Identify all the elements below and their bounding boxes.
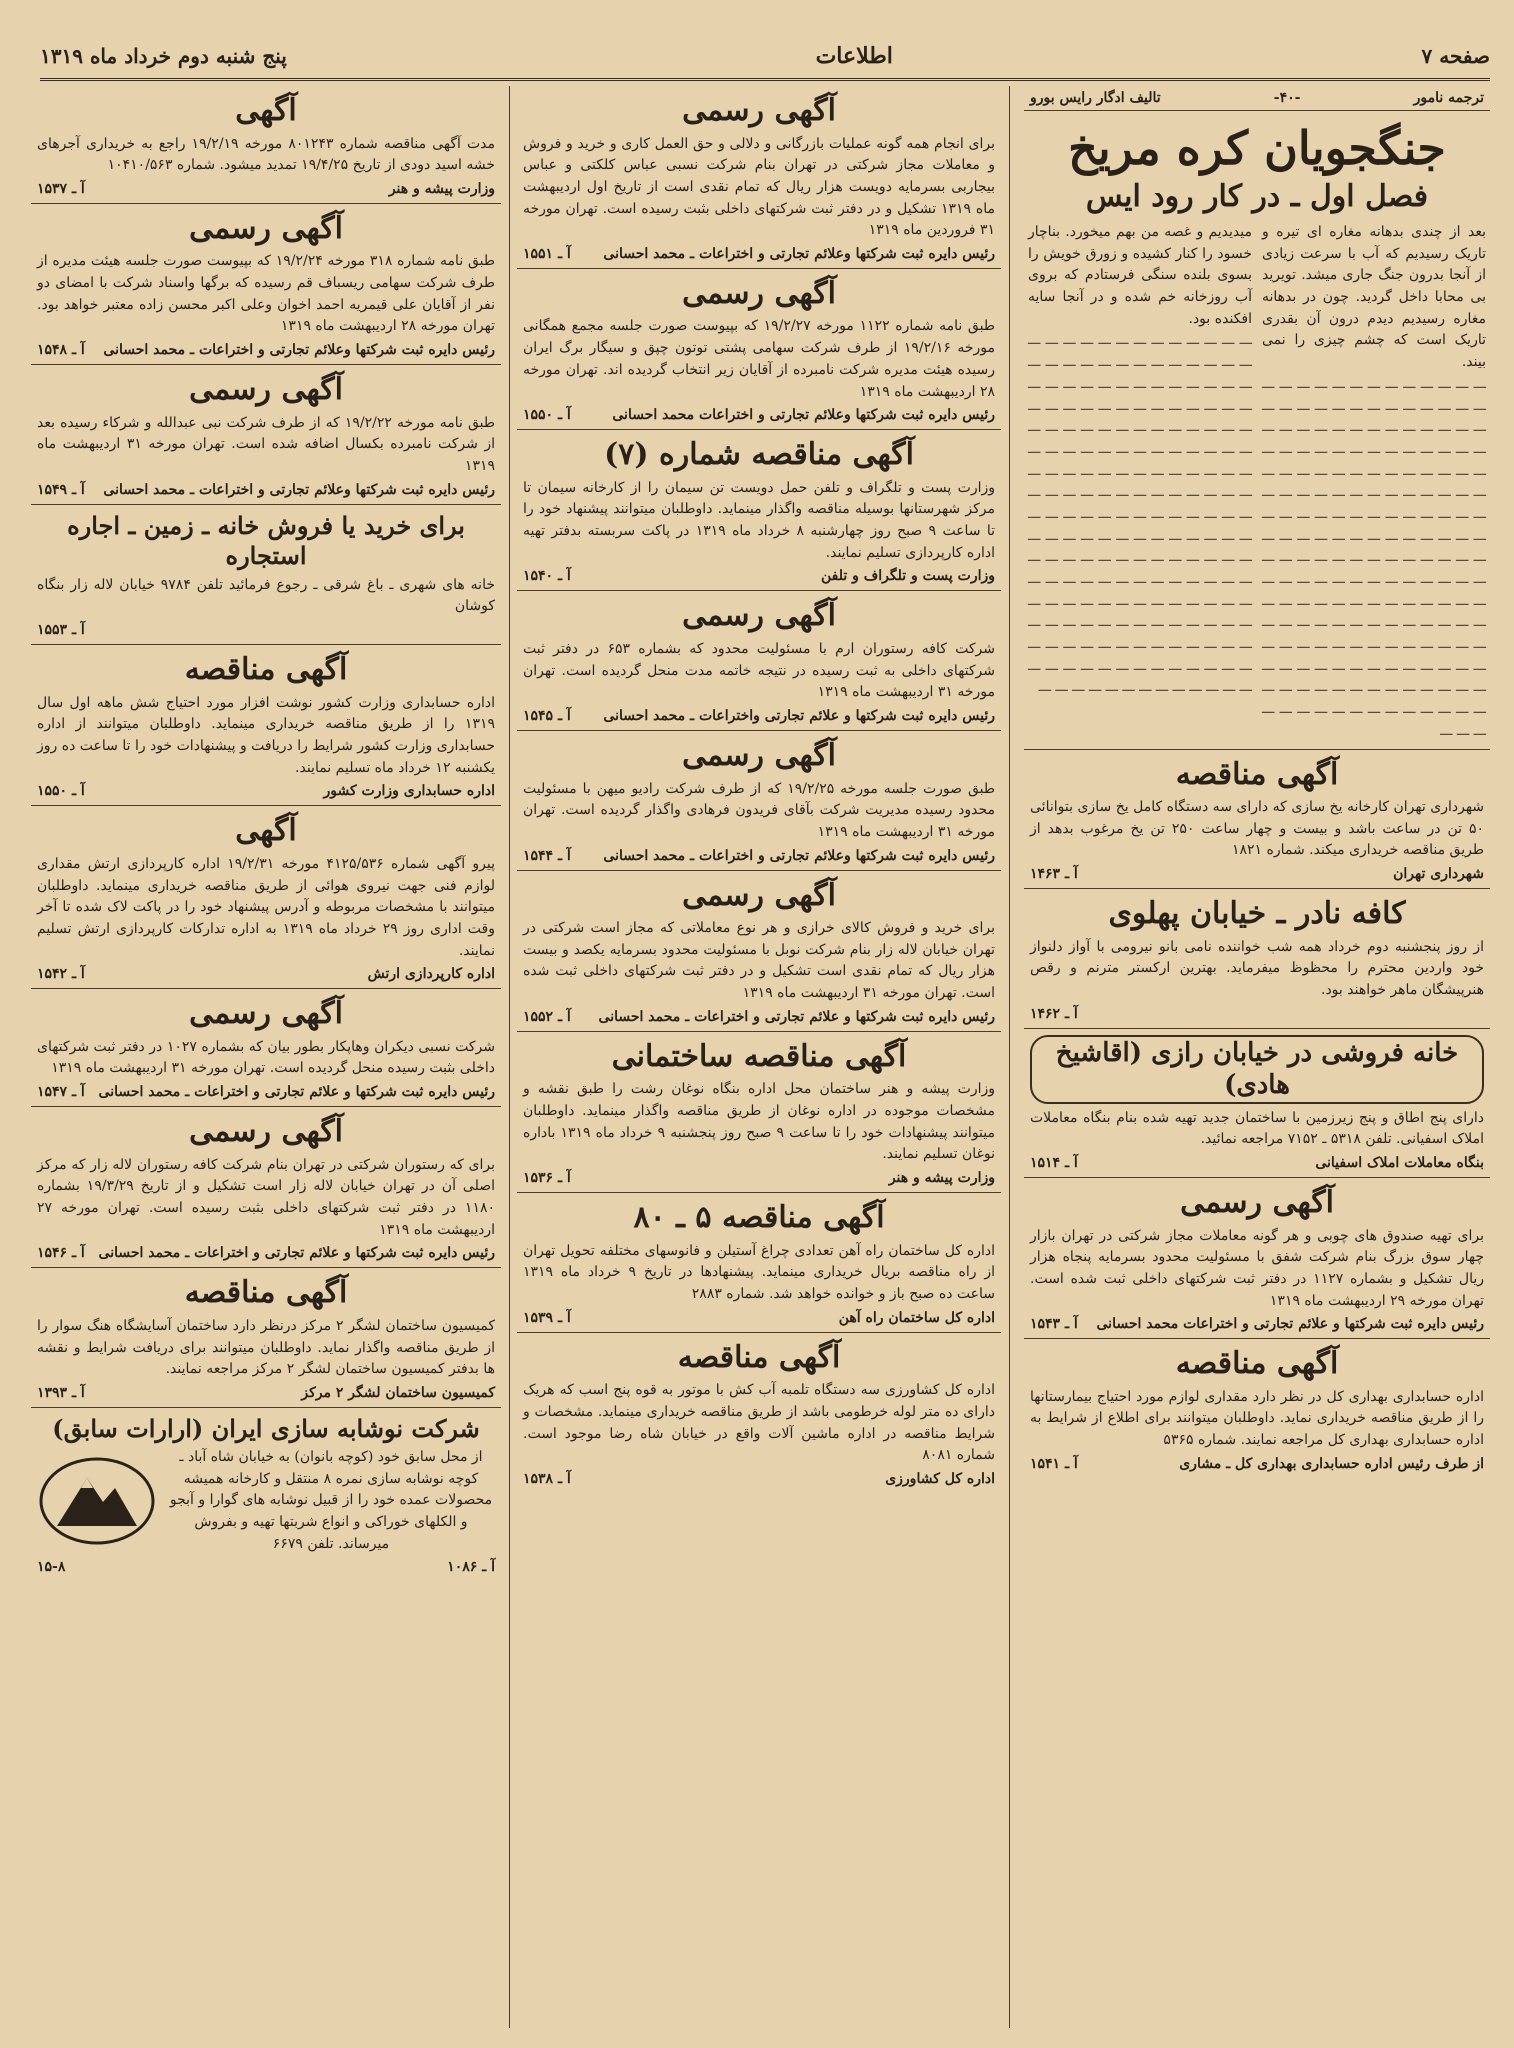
ad-code: آ ـ ۱۴۶۲ <box>1030 1005 1078 1022</box>
ad-title: آگهی مناقصه <box>184 652 348 688</box>
ad-org: بنگاه معاملات املاک اسفیانی <box>1315 1155 1484 1171</box>
ad-official-notice <box>31 204 501 365</box>
serial-chapter: فصل اول ـ در کار رود ایس <box>1085 179 1429 214</box>
ad-official-notice <box>31 989 501 1107</box>
ad-title: آگهی مناقصه ساختمانی <box>611 1038 907 1074</box>
ad-code: آ ـ ۱۵۴۶ <box>37 1245 85 1262</box>
ad-text: دارای پنج اطاق و پنج زیرزمین با ساختمان جدید تهیه شده بنام بنگاه معاملات املاک اسفیانی. تلفن ۵۳۱۸ ـ ۷۱۵۲ مراجعه نمائید. <box>1030 1109 1484 1148</box>
ad-org: اداره کل کشاورزی <box>885 1470 995 1487</box>
ad-org: کمیسیون ساختمان لشگر ۲ مرکز <box>301 1384 495 1401</box>
ad-house-sale <box>1024 1029 1490 1178</box>
ad-text: اداره کل کشاورزی سه دستگاه تلمبه آب کش با موتور به قوه پنج اسب که هریک دارای ده متر لوله خرطومی باشد از طریق مناقصه خریداری مینماید. مشخصات و شرایط مناقصه در اداره ماشین آلات واقع در خیابان شاه رضا موجود است. شماره ۸۰۸۱ <box>523 1382 995 1464</box>
ad-official-notice <box>517 731 1001 871</box>
ad-title: آگهی رسمی <box>1180 1185 1334 1220</box>
ad-text: برای خرید و فروش کالای خرازی و هر نوع معاملاتی که مجاز است شرکتی در تهران خیابان لاله زار بنام شرکت نوبل با مسئولیت محدود بسرمایه یکصد و بیست هزار ریال که تمام نقدی است تشکیل و در دفتر ثبت شرکتهای داخلی ثبت شده است. تهران مورخه ۳۱ اردیبهشت ماه ۱۳۱۹ <box>523 920 995 1002</box>
ad-code: آ ـ ۱۵۳۷ <box>37 180 85 197</box>
ad-org: رئیس دایره ثبت شرکتها وعلائم تجارتی و اختراعات ـ محمد احسانی <box>103 342 495 359</box>
serial-text-left: میدیدیم و غصه من بهم میخورد. بناچار خسود را کنار کشیده و زورق خویش را بسوی بلنده سنگی فرستادم که بروی آب روزخانه خم شده و در آنجا سایه افکنده بود. <box>1028 224 1252 327</box>
ad-num: ۱۵-۸ <box>37 1559 66 1576</box>
column-left <box>31 86 510 2028</box>
ad-notice <box>31 86 501 204</box>
ad-ice-factory-tender <box>1024 750 1490 890</box>
ad-official-notice <box>517 86 1001 269</box>
ad-code: آ ـ ۱۰۸۶ <box>447 1559 495 1576</box>
issue-date: پنج شنبه دوم خرداد ماه ۱۳۱۹ <box>40 44 287 68</box>
ad-title: آگهی رسمی <box>682 93 836 128</box>
ad-code: آ ـ ۱۵۵۰ <box>523 407 571 424</box>
ad-title: خانه فروشی در خیابان رازی (اقاشیخ هادی) <box>1030 1035 1484 1104</box>
page-header <box>40 34 1490 81</box>
ad-code: آ ـ ۱۵۳۶ <box>523 1170 571 1187</box>
serial-episode: -۴۰- <box>1273 90 1301 106</box>
ad-code: آ ـ ۱۵۵۱ <box>523 245 571 262</box>
ad-title: آگهی رسمی <box>682 598 836 634</box>
ad-org: اداره کل ساختمان راه آهن <box>838 1309 995 1326</box>
ad-official-notice <box>31 365 501 505</box>
ad-org: از طرف رئیس اداره حسابداری بهداری کل ـ مشاری <box>1179 1455 1484 1472</box>
ad-text: طبق نامه شماره ۱۱۲۲ مورخه ۱۹/۲/۲۷ که بپیوست صورت جلسه مجمع همگانی مورخه ۱۹/۲/۱۶ از طرف شرکت سهامی پشتی توتون چپق و سیگار برگ ایران رسیده هیئت مدیره شرکت نامبرده از آقایان زیر انتخاب گردیده اند. تهران مورخه ۲۸ اردیبهشت ماه ۱۳۱۹ <box>523 318 995 400</box>
ad-code: آ ـ ۱۵۴۴ <box>523 847 571 864</box>
ad-org: وزارت پست و تلگراف و تلفن <box>820 568 995 585</box>
ad-org: اداره کارپردازی ارتش <box>367 966 495 983</box>
ad-cafe-nader <box>1024 889 1490 1029</box>
ad-org: وزارت پیشه و هنر <box>888 1170 995 1187</box>
ad-text: از محل سابق خود (کوچه بانوان) به خیابان شاه آباد ـ کوچه نوشابه سازی نمره ۸ منتقل و کارخانه همیشه محصولات عمده خود را از قبیل نوشابه های گوارا و آبجو و الکلهای خوراکی و انواع شربتها تهیه و بفروش میرساند. تلفن ۶۶۷۹ <box>169 1448 493 1552</box>
ad-title: آگهی مناقصه ۵ ـ ۸۰ <box>633 1200 885 1236</box>
ad-health-tender <box>1024 1339 1490 1478</box>
ad-text: برای تهیه صندوق های چوبی و هر گونه معاملات مجاز شرکتی در تهران بازار چهار سوق بزرگ بنام شرکت شفق با مسئولیت محدود بسرمایه پنجاه هزار ریال تشکیل و بشماره ۱۱۲۷ در دفتر ثبت شرکتهای داخلی ثبت شده است. تهران مورخه ۲۹ اردیبهشت ماه ۱۳۱۹ <box>1030 1227 1484 1309</box>
ad-barracks-tender <box>31 1268 501 1408</box>
serial-author: تالیف ادگار رایس بورو <box>1030 90 1161 106</box>
ad-official-notice <box>517 591 1001 731</box>
ad-text: شهرداری تهران کارخانه یخ سازی که دارای سه دستگاه کامل یخ سازی بتوانائی ۵۰ تن در ساعت باشد و بیست و چهار ساعت ۲۵۰ تن یخ مرغوب بدهد از طریق مناقصه خریداری میکند. شماره ۱۸۲۱ <box>1030 799 1484 859</box>
serial-continuation: ـــ ـــ ـــ ـــ ـــ ـــ ـــ ـــ ـــ ـــ ـــ ـــ ـــ ـــ ـــ ـــ ـــ ـــ ـــ ـــ ـــ ـــ ـــ ـــ ـــ ـــ ـــ ـــ ـــ ـــ ـــ ـــ ـــ ـــ ـــ ـــ ـــ ـــ ـــ ـــ ـــ ـــ ـــ ـــ ـــ ـــ ـــ ـــ ـــ ـــ ـــ ـــ ـــ ـــ ـــ ـــ ـــ ـــ ـــ ـــ ـــ ـــ ـــ ـــ ـــ ـــ ـــ ـــ ـــ ـــ ـــ ـــ ـــ ـــ ـــ ـــ ـــ ـــ ـــ ـــ ـــ ـــ ـــ ـــ ـــ ـــ ـــ ـــ ـــ ـــ ـــ ـــ ـــ ـــ ـــ ـــ ـــ ـــ ـــ ـــ ـــ ـــ ـــ ـــ ـــ ـــ ـــ ـــ ـــ ـــ ـــ ـــ ـــ ـــ ـــ ـــ ـــ ـــ ـــ ـــ ـــ ـــ ـــ ـــ ـــ ـــ ـــ ـــ ـــ ـــ ـــ ـــ ـــ ـــ ـــ ـــ ـــ ـــ ـــ ـــ ـــ ـــ ـــ ـــ ـــ ـــ ـــ ـــ ـــ ـــ ـــ ـــ ـــ ـــ ـــ ـــ ـــ ـــ ـــ ـــ ـــ ـــ ـــ ـــ ـــ ـــ ـــ ـــ ـــ ـــ ـــ ـــ ـــ ـــ ـــ ـــ ـــ ـــ ـــ ـــ ـــ ـــ ـــ ـــ ـــ ـــ ـــ ـــ ـــ ـــ ـــ ـــ ـــ ـــ ـــ ـــ ـــ ـــ ـــ ـــ ـــ ـــ ـــ ـــ ـــ ـــ ـــ ـــ ـــ ـــ ـــ ـــ ـــ ـــ ـــ ـــ ـــ ـــ ـــ ـــ ـــ <box>1028 332 1252 696</box>
ad-text: اداره حسابداری وزارت کشور نوشت افزار مورد احتیاج شش ماهه اول سال ۱۳۱۹ را از طریق مناقصه خریداری مینماید. داوطلبان میتوانند از اداره حسابداری وزارت کشور شرایط را دریافت و پیشنهادات خود را تا ساعت ده روز یکشنبه ۱۲ خرداد ماه تسلیم نمایند. <box>37 694 495 776</box>
ad-org: اداره حسابداری وزارت کشور <box>323 783 495 800</box>
ad-title: برای خرید یا فروش خانه ـ زمین ـ اجاره استجاره <box>67 510 465 570</box>
ad-real-estate <box>31 505 501 645</box>
ad-org: رئیس دایره ثبت شرکتها وعلائم تجارتی و اختراعات ـ محمد احسانی <box>103 481 495 498</box>
ad-code: آ ـ ۱۵۴۷ <box>37 1084 85 1101</box>
ad-code: آ ـ ۱۵۴۳ <box>1030 1316 1078 1333</box>
ad-code: آ ـ ۱۵۳۹ <box>523 1309 571 1326</box>
ad-title: آگهی رسمی <box>189 372 343 408</box>
ad-railway-tender <box>517 1193 1001 1333</box>
ad-code: آ ـ ۱۵۴۰ <box>523 568 571 585</box>
ad-title: آگهی مناقصه <box>184 1275 348 1311</box>
ad-code: آ ـ ۱۵۴۱ <box>1030 1455 1078 1472</box>
ad-code: آ ـ ۱۵۴۸ <box>37 342 85 359</box>
column-middle <box>517 86 1010 2028</box>
ad-title: آگهی رسمی <box>189 210 343 246</box>
ad-text: از روز پنجشنبه دوم خرداد همه شب خواننده نامی بانو نیرومی با آواز دلنواز خود واردین محترم را محظوظ میفرماید. بهترین ارکستر مترنم و رقص هنرپیشگان ماهر خواهند بود. <box>1030 938 1484 998</box>
ad-text: طبق نامه شماره ۳۱۸ مورخه ۱۹/۲/۲۴ که بپیوست صورت جلسه هیئت مدیره از طرف شرکت سهامی ریسباف قم رسیده که برگها واسناد شرکت با امضای دو نفر از آقایان علی قیمریه احمد اخوان وعلی اکبر محسن زاده معتبر خواهد بود. تهران مورخه ۲۸ اردیبهشت ماه ۱۳۱۹ <box>37 253 495 335</box>
ad-code: آ ـ ۱۵۳۸ <box>523 1470 571 1487</box>
ad-text: شرکت نسبی دیکران وهاپکار بطور بیان که بشماره ۱۰۲۷ در دفتر ثبت شرکتهای داخلی بثبت رسیده منحل گردیده است. تهران مورخه ۳۱ اردیبهشت ماه ۱۳۱۹ <box>37 1038 496 1077</box>
ad-code: آ ـ ۱۳۹۳ <box>37 1384 85 1401</box>
ad-title: آگهی رسمی <box>682 738 836 773</box>
ad-title: آگهی رسمی <box>682 275 836 311</box>
ad-title: شرکت نوشابه سازی ایران (ارارات سابق) <box>52 1413 480 1443</box>
serial-translator: ترجمه نامور <box>1413 90 1484 106</box>
ad-title: آگهی رسمی <box>189 996 343 1032</box>
ad-org: وزارت پیشه و هنر <box>388 180 495 197</box>
column-right <box>1024 86 1490 2028</box>
ad-text: مدت آگهی مناقصه شماره ۸۰۱۲۴۳ مورخه ۱۹/۲/۱۹ راجع به خریداری آجرهای خشه اسید دودی از تاریخ ۱۹/۴/۲۵ تمدید میشود. شماره ۱۰۴۱۰/۵۶۳ <box>37 135 495 174</box>
ad-code: آ ـ ۱۵۱۴ <box>1030 1155 1078 1171</box>
ad-official-notice <box>517 871 1001 1032</box>
ad-official-notice <box>31 1107 501 1268</box>
ad-code: آ ـ ۱۵۵۲ <box>523 1008 571 1025</box>
ad-code: آ ـ ۱۴۶۳ <box>1030 866 1078 883</box>
ad-code: آ ـ ۱۵۵۰ <box>37 783 85 800</box>
page-number: صفحه ۷ <box>1421 44 1490 68</box>
ad-org: رئیس دایره ثبت شرکتها و علائم تجارتی و اختراعات ـ محمد احسانی <box>98 1245 495 1262</box>
ad-org: رئیس دایره ثبت شرکتها وعلائم تجارتی و اختراعات ـ محمد احسانی <box>603 245 995 262</box>
serial-continuation: ـــ ـــ ـــ ـــ ـــ ـــ ـــ ـــ ـــ ـــ ـــ ـــ ـــ ـــ ـــ ـــ ـــ ـــ ـــ ـــ ـــ ـــ ـــ ـــ ـــ ـــ ـــ ـــ ـــ ـــ ـــ ـــ ـــ ـــ ـــ ـــ ـــ ـــ ـــ ـــ ـــ ـــ ـــ ـــ ـــ ـــ ـــ ـــ ـــ ـــ ـــ ـــ ـــ ـــ ـــ ـــ ـــ ـــ ـــ ـــ ـــ ـــ ـــ ـــ ـــ ـــ ـــ ـــ ـــ ـــ ـــ ـــ ـــ ـــ ـــ ـــ ـــ ـــ ـــ ـــ ـــ ـــ ـــ ـــ ـــ ـــ ـــ ـــ ـــ ـــ ـــ ـــ ـــ ـــ ـــ ـــ ـــ ـــ ـــ ـــ ـــ ـــ ـــ ـــ ـــ ـــ ـــ ـــ ـــ ـــ ـــ ـــ ـــ ـــ ـــ ـــ ـــ ـــ ـــ ـــ ـــ ـــ ـــ ـــ ـــ ـــ ـــ ـــ ـــ ـــ ـــ ـــ ـــ ـــ ـــ ـــ ـــ ـــ ـــ ـــ ـــ ـــ ـــ ـــ ـــ ـــ ـــ ـــ ـــ ـــ ـــ ـــ ـــ ـــ ـــ ـــ ـــ ـــ ـــ ـــ ـــ ـــ ـــ ـــ ـــ ـــ ـــ ـــ ـــ ـــ ـــ ـــ ـــ ـــ ـــ ـــ ـــ ـــ ـــ ـــ ـــ ـــ ـــ ـــ ـــ ـــ ـــ ـــ ـــ ـــ ـــ ـــ ـــ ـــ ـــ ـــ ـــ ـــ ـــ ـــ ـــ ـــ ـــ ـــ ـــ ـــ ـــ ـــ ـــ ـــ ـــ <box>1262 375 1486 739</box>
serial-text-right: بعد از چندی بدهانه مغاره ای تیره و تاریک رسیدیم که آب با سرعت زیادی از آنجا بدرون جنگ جاری میشد. تویرید بی محابا داخل گردید. چون در بدهانه مغاره رسیدیم دیدم درون آن بقدری تاریک است که چشم چیزی را نمی بیند. <box>1262 224 1486 371</box>
ad-tender-7 <box>517 430 1001 591</box>
ad-text: اداره کل ساختمان راه آهن تعدادی چراغ آستیلن و فانوسهای مختلفه تحویل تهران از راه مناقصه بریال خریداری مینماید. پیشنهادها در تاریخ ۹ خرداد ماه ۱۳۱۹ ساعت ده صبح باز و خوانده خواهد شد. شماره ۲۸۸۳ <box>523 1242 996 1302</box>
ad-title: آگهی <box>235 813 297 849</box>
ad-text: طبق صورت جلسه مورخه ۱۹/۲/۲۵ که از طرف شرکت رادیو میهن با مسئولیت محدود رسیده مدیریت شرکت بآقای فریدون فرهادی واگذار گردیده است. تهران مورخه ۳۱ اردیبهشت ماه ۱۳۱۹ <box>523 780 995 840</box>
ad-text: وزارت پست و تلگراف و تلفن حمل دویست تن سیمان را از کارخانه سیمان تا مرکز شهرستانها بوسیله مناقصه واگذار مینماید. داوطلبان میتوانند پیشنهاد خود را تا ساعت ۹ صبح روز چهارشنبه ۸ خرداد ماه ۱۳۱۹ در پاکت سربسته بدفتر تهیه اداره کارپردازی تسلیم نمایند. <box>523 479 996 561</box>
ad-text: پیرو آگهی شماره ۴۱۲۵/۵۳۶ مورخه ۱۹/۲/۳۱ اداره کارپردازی ارتش مقداری لوازم فنی جهت نیروی هوائی از طریق مناقصه خریداری مینماید. داوطلبان میتوانند با مشخصات مربوطه و آدرس پیشنهاد خود را در پاکت لاک شده تا آخر وقت اداری روز ۲۹ خرداد ماه ۱۳۱۹ به اداره تدارکات کارپردازی ارتش تسلیم نمایند. <box>37 855 496 959</box>
ad-title: آگهی مناقصه <box>677 1339 841 1375</box>
ad-text: برای که رستوران شرکتی در تهران بنام شرکت کافه رستوران لاله زار که مرکز اصلی آن در تهران خیابان لاله زار است تشکیل و از تاریخ ۱۹/۳/۲۹ بشماره ۱۱۸۰ در دفتر ثبت شرکتهای داخلی بثبت رسیده است. تهران مورخه ۲۷ اردیبهشت ماه ۱۳۱۹ <box>37 1156 495 1238</box>
ad-title: آگهی رسمی <box>682 877 836 913</box>
ad-title: آگهی رسمی <box>189 1114 343 1150</box>
ad-org: رئیس دایره ثبت شرکتها و علائم تجارتی و اختراعات ـ محمد احسانی <box>98 1084 495 1101</box>
ad-title: آگهی مناقصه شماره (۷) <box>604 437 914 473</box>
ad-org: رئیس دایره ثبت شرکتها وعلائم تجارتی و اختراعات محمد احسانی <box>612 407 995 424</box>
ad-title: کافه نادر ـ خیابان پهلوی <box>1108 896 1406 932</box>
serial-title: جنگجویان کره مریخ <box>1068 121 1446 175</box>
ad-org: رئیس دایره ثبت شرکتها و علائم تجارتی واختراعات ـ محمد احسانی <box>603 708 995 724</box>
ad-org: شهرداری تهران <box>1393 866 1484 883</box>
mountain-logo-icon <box>37 1456 157 1546</box>
ad-code: آ ـ ۱۵۴۲ <box>37 966 85 983</box>
ad-org: رئیس دایره ثبت شرکتها و علائم تجارتی و اختراعات ـ محمد احسانی <box>598 1008 995 1025</box>
ad-org: رئیس دایره ثبت شرکتها وعلائم تجارتی و اختراعات ـ محمد احسانی <box>603 847 995 864</box>
ad-code: آ ـ ۱۵۴۹ <box>37 481 85 498</box>
ad-construction-tender <box>517 1032 1001 1193</box>
ad-text: وزارت پیشه و هنر ساختمان محل اداره بنگاه نوغان رشت را طبق نقشه و مشخصات موجوده در اداره نوغان از طریق مناقصه واگذار مینماید. داوطلبان میتوانند پیشنهادات خود را تا ساعت ۹ صبح روز پنجشنبه ۹ خرداد ماه ۱۳۱۹ باداره نوغان تسلیم نمایند. <box>523 1081 995 1163</box>
ad-code: آ ـ ۱۵۵۳ <box>37 622 85 639</box>
ad-text: اداره حسابداری بهداری کل در نظر دارد مقداری لوازم مورد احتیاج بیمارستانها را از طریق مناقصه خریداری نماید. داوطلبان میتوانند برای اطلاع از شرایط به اداره حسابداری بهداری کل مراجعه نمایند. شماره ۵۳۶۵ <box>1030 1388 1484 1449</box>
ad-official-notice <box>517 269 1001 430</box>
ad-interior-tender <box>31 645 501 806</box>
ad-agriculture-tender <box>517 1333 1001 1493</box>
ad-official-notice <box>1024 1178 1490 1339</box>
ad-text: طبق نامه مورخه ۱۹/۲/۲۲ که از طرف شرکت نبی عبدالله و شرکاء رسیده بعد از شرکت نامبرده بکسال اضافه شده است. تهران مورخه ۳۱ اردیبهشت ماه ۱۳۱۹ <box>37 414 495 474</box>
newspaper-name: اطلاعات <box>815 43 893 69</box>
ad-title: آگهی <box>235 93 297 128</box>
ad-text: شرکت کافه رستوران ارم با مسئولیت محدود که بشماره ۶۵۳ در دفتر ثبت شرکتهای داخلی به ثبت رسیده در نتیجه خاتمه مدت منحل گردیده است. تهران مورخه ۳۱ اردیبهشت ماه ۱۳۱۹ <box>523 640 996 701</box>
ad-title: آگهی مناقصه <box>1175 756 1339 792</box>
ad-beverage-company <box>31 1408 501 1581</box>
ad-text: کمیسیون ساختمان لشگر ۲ مرکز درنظر دارد ساختمان آسایشگاه هنگ سوار را از طریق مناقصه واگذار نماید. داوطلبان میتوانند برای دریافت شرایط و نقشه ها بدفتر کمیسیون ساختمان لشگر ۲ مرکز مراجعه نمایند. <box>37 1317 495 1378</box>
ad-code: آ ـ ۱۵۴۵ <box>523 708 571 724</box>
ad-army-notice <box>31 806 501 989</box>
ad-title: آگهی مناقصه <box>1175 1346 1339 1382</box>
serial-story <box>1024 86 1490 750</box>
ad-text: برای انجام همه گونه عملیات بازرگانی و دلالی و حق العمل کاری و خرید و فروش و معاملات مجاز شرکتی در تهران بنام شرکت نسبی عباس کلکتی و عباس بیجاربی بسرمایه دویست هزار ریال که تمام نقدی است از تاریخ اول اردیبهشت ماه ۱۳۱۹ تشکیل و در دفتر ثبت شرکتهای داخلی بثبت رسیده است. تهران مورخه ۳۱ فروردین ماه ۱۳۱۹ <box>523 135 995 239</box>
ad-org: رئیس دایره ثبت شرکتها و علائم تجارتی و اختراعات محمد احسانی <box>1096 1316 1484 1333</box>
ad-text: خانه های شهری ـ باغ شرقی ـ رجوع فرمائید تلفن ۹۷۸۴ خیابان لاله زار بنگاه کوشان <box>37 576 495 615</box>
